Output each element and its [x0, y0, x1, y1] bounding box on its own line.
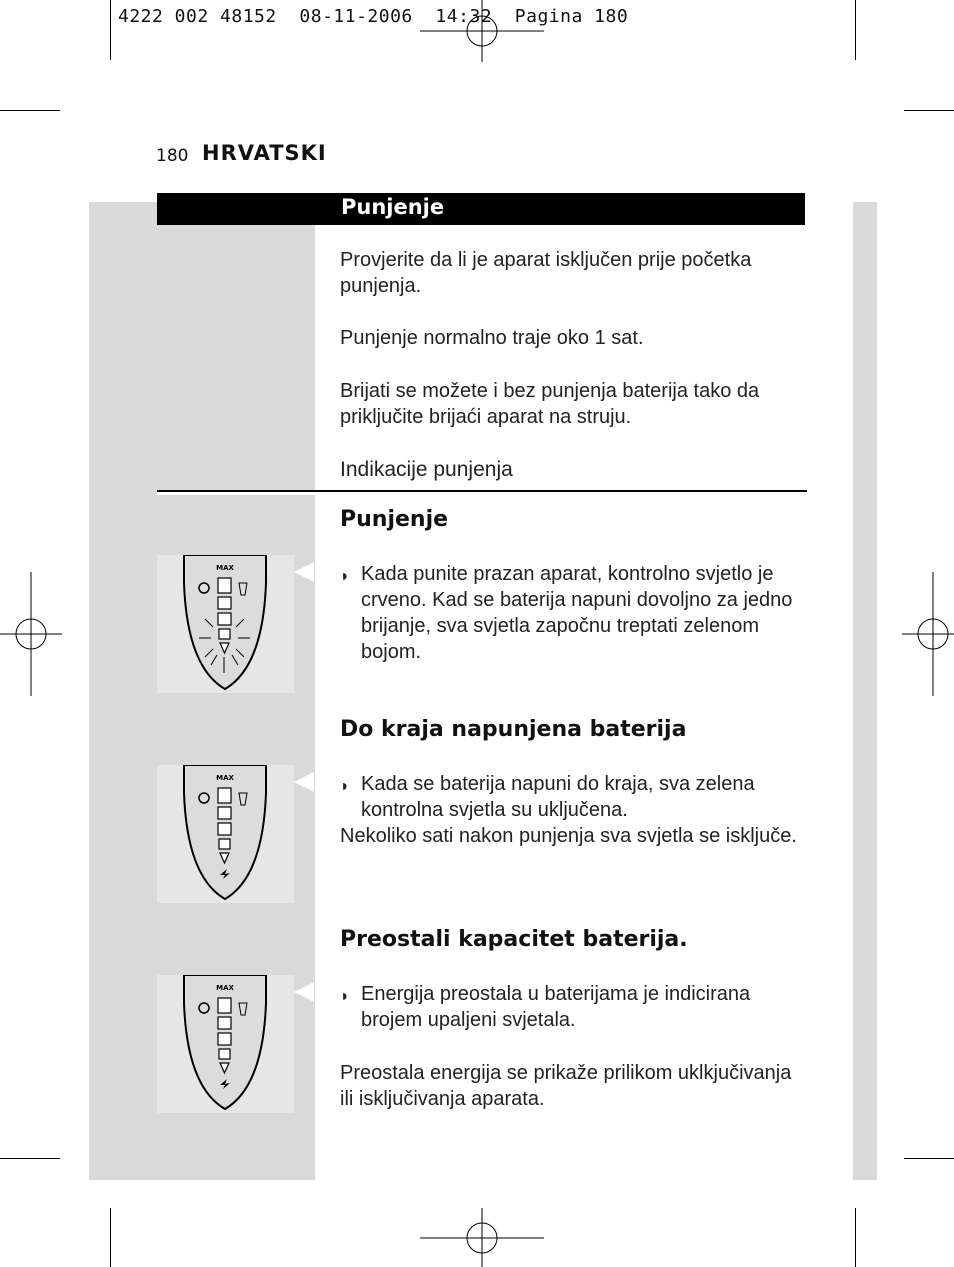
print-slug: 4222 002 48152 08-11-2006 14:32 Pagina 180 [118, 6, 629, 27]
bullet-icon: ◗ [340, 568, 350, 585]
left-margin-top [157, 225, 315, 491]
section-2-note: Nekoliko sati nakon punjenja sva svjetla se isključe. [340, 825, 797, 847]
bullet-icon: ◗ [340, 988, 350, 1005]
section-bar-title: Punjenje [341, 195, 445, 219]
page-number: 180 [156, 146, 189, 166]
registration-mark-right [902, 572, 954, 696]
language-header: HRVATSKI [202, 141, 327, 165]
battery-cell [218, 578, 231, 593]
crop-mark [904, 1158, 954, 1159]
registration-mark-bottom [420, 1208, 544, 1267]
section-2-bullet-text: Kada se baterija napuni do kraja, sva zelena kontrolna svjetla su uključena. [361, 773, 755, 821]
crop-mark [855, 0, 856, 60]
registration-mark-left [0, 572, 62, 696]
intro-paragraph-2: Punjenje normalno traje oko 1 sat. [340, 327, 644, 349]
crop-mark [904, 110, 954, 111]
intro-subheading: Indikacije punjenja [340, 458, 513, 481]
shaver-display-illustration-charging [157, 555, 294, 693]
intro-paragraph-3: Brijati se možete i bez punjenja baterija tako da priključite brijaći aparat na struju. [340, 380, 760, 428]
illustration-pointer [294, 772, 314, 792]
horizontal-rule [157, 490, 807, 492]
section-3-note: Preostala energija se prikaže prilikom uklkjučivanja ili isključivanja aparata. [340, 1062, 792, 1110]
section-heading-charging: Punjenje [340, 507, 449, 532]
illustration-pointer [294, 982, 314, 1002]
crop-mark [110, 0, 111, 60]
bullet-icon: ◗ [340, 778, 350, 795]
intro-paragraph-1: Provjerite da li je aparat isključen prije početka punjenja. [340, 249, 752, 297]
section-heading-remaining-capacity: Preostali kapacitet baterija. [340, 927, 688, 952]
crop-mark [110, 1208, 111, 1267]
crop-mark [0, 1158, 60, 1159]
crop-mark [0, 110, 60, 111]
max-label: MAX [216, 774, 234, 782]
max-label: MAX [216, 564, 234, 572]
section-1-bullet-text: Kada punite prazan aparat, kontrolno svjetlo je crveno. Kad se baterija napuni dovoljno za jedno brijanje, sva svjetla započnu treptati zelenom bojom. [361, 563, 793, 663]
right-gray-panel [853, 202, 877, 1180]
section-3-bullet-text: Energija preostala u baterijama je indicirana brojem upaljeni svjetala. [361, 983, 751, 1031]
max-label: MAX [216, 984, 234, 992]
crop-mark [855, 1208, 856, 1267]
section-heading-full-battery: Do kraja napunjena baterija [340, 717, 687, 742]
section-bar [157, 193, 805, 225]
shaver-display-illustration-full [157, 765, 294, 903]
shaver-display-illustration-remaining [157, 975, 294, 1113]
illustration-pointer [294, 562, 314, 582]
